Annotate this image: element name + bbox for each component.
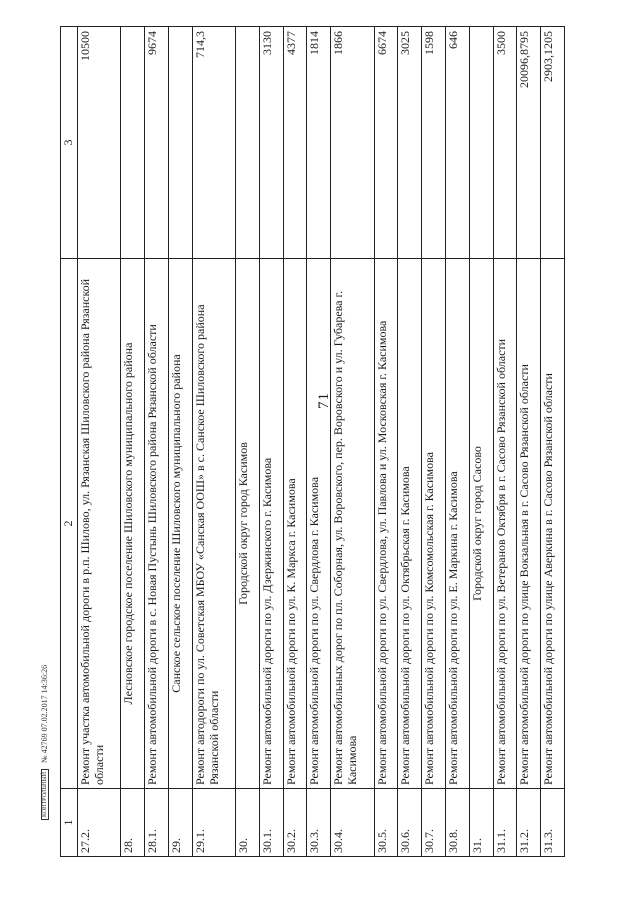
row-name: Ремонт автомобильной дороги по улице Вокзальная в г. Сасово Рязанской области <box>517 259 541 789</box>
row-number: 30.5. <box>374 789 398 857</box>
row-number: 30.2. <box>283 789 307 857</box>
row-value: 3130 <box>259 27 283 259</box>
table-row <box>422 27 446 857</box>
row-value <box>168 27 192 259</box>
table-section-row <box>469 27 493 857</box>
document-table-container <box>60 27 565 857</box>
section-title: Санское сельское поселение Шиловского муниципального района <box>168 259 192 789</box>
table-section-row <box>236 27 260 857</box>
row-number: 31. <box>469 789 493 857</box>
registration-stamp <box>40 665 49 820</box>
row-number: 28. <box>121 789 145 857</box>
row-value: 3500 <box>493 27 517 259</box>
row-name: Ремонт автомобильной дороги по ул. Е. Маркина г. Касимова <box>446 259 470 789</box>
row-number: 29.1. <box>192 789 235 857</box>
row-value: 6674 <box>374 27 398 259</box>
stamp-box: КОНТРОЛЬНЫЙ <box>41 769 49 820</box>
row-number: 30.8. <box>446 789 470 857</box>
table-row <box>283 27 307 857</box>
table-row <box>493 27 517 857</box>
row-value: 3025 <box>398 27 422 259</box>
row-number: 27.2. <box>78 789 121 857</box>
row-value: 4377 <box>283 27 307 259</box>
table-row <box>446 27 470 857</box>
row-name: Ремонт участка автомобильной дороги в р.п. Шилово, ул. Рязанская Шиловского района Рязанской области <box>78 259 121 789</box>
table-section-row <box>168 27 192 857</box>
table-header-row <box>61 27 78 857</box>
row-name: Ремонт автомобильной дороги по ул. Комсомольская г. Касимова <box>422 259 446 789</box>
row-name: Ремонт автомобильной дороги по ул. К. Маркса г. Касимова <box>283 259 307 789</box>
row-value: 1866 <box>331 27 374 259</box>
table-row <box>192 27 235 857</box>
row-value: 1814 <box>307 27 331 259</box>
road-repair-table <box>60 26 565 857</box>
row-name: Ремонт автомобильной дороги по ул. Свердлова, ул. Павлова и ул. Московская г. Касимова <box>374 259 398 789</box>
row-name: Ремонт автодороги по ул. Советская МБОУ «Санская ООШ» в с. Санское Шиловского района Рязанской области <box>192 259 235 789</box>
table-row <box>541 27 565 857</box>
page-number: 71 <box>316 392 332 409</box>
table-row <box>517 27 541 857</box>
table-row <box>78 27 121 857</box>
header-col-1: 1 <box>61 789 78 857</box>
row-number: 31.1. <box>493 789 517 857</box>
row-name: Ремонт автомобильной дороги по ул. Дзержинского г. Касимова <box>259 259 283 789</box>
table-section-row <box>121 27 145 857</box>
row-name: Ремонт автомобильной дороги в с. Новая Пустынь Шиловского района Рязанской области <box>145 259 169 789</box>
table-row <box>259 27 283 857</box>
row-value: 1598 <box>422 27 446 259</box>
table-row <box>374 27 398 857</box>
table-row <box>145 27 169 857</box>
row-value <box>236 27 260 259</box>
section-title: Лесновское городское поселение Шиловского муниципального района <box>121 259 145 789</box>
row-number: 30.6. <box>398 789 422 857</box>
row-value <box>469 27 493 259</box>
row-number: 30.1. <box>259 789 283 857</box>
row-number: 30. <box>236 789 260 857</box>
row-name: Ремонт автомобильной дороги по улице Аверкина в г. Сасово Рязанской области <box>541 259 565 789</box>
section-title: Городской округ город Касимов <box>236 259 260 789</box>
row-value: 2903,1205 <box>541 27 565 259</box>
row-name: Ремонт автомобильной дороги по ул. Свердлова г. Касимова <box>307 259 331 789</box>
row-number: 30.3. <box>307 789 331 857</box>
row-number: 28.1. <box>145 789 169 857</box>
row-number: 29. <box>168 789 192 857</box>
table-row <box>331 27 374 857</box>
row-value: 714,3 <box>192 27 235 259</box>
row-value: 9674 <box>145 27 169 259</box>
header-col-3: 3 <box>61 27 78 259</box>
row-number: 31.3. <box>541 789 565 857</box>
stamp-text: № 42769 07.02.2017 14:36:26 <box>40 664 49 763</box>
table-row <box>307 27 331 857</box>
row-number: 30.4. <box>331 789 374 857</box>
row-number: 30.7. <box>422 789 446 857</box>
row-name: Ремонт автомобильной дороги по ул. Ветеранов Октября в г. Сасово Рязанской области <box>493 259 517 789</box>
table-row <box>398 27 422 857</box>
row-value: 20096,8795 <box>517 27 541 259</box>
row-number: 31.2. <box>517 789 541 857</box>
header-col-2: 2 <box>61 259 78 789</box>
row-name: Ремонт автомобильных дорог по пл. Соборная, ул. Воровского, пер. Воровского и ул. Губарева г. Касимова <box>331 259 374 789</box>
row-value: 646 <box>446 27 470 259</box>
row-value <box>121 27 145 259</box>
row-name: Ремонт автомобильной дороги по ул. Октябрьская г. Касимова <box>398 259 422 789</box>
row-value: 10500 <box>78 27 121 259</box>
section-title: Городской округ город Сасово <box>469 259 493 789</box>
